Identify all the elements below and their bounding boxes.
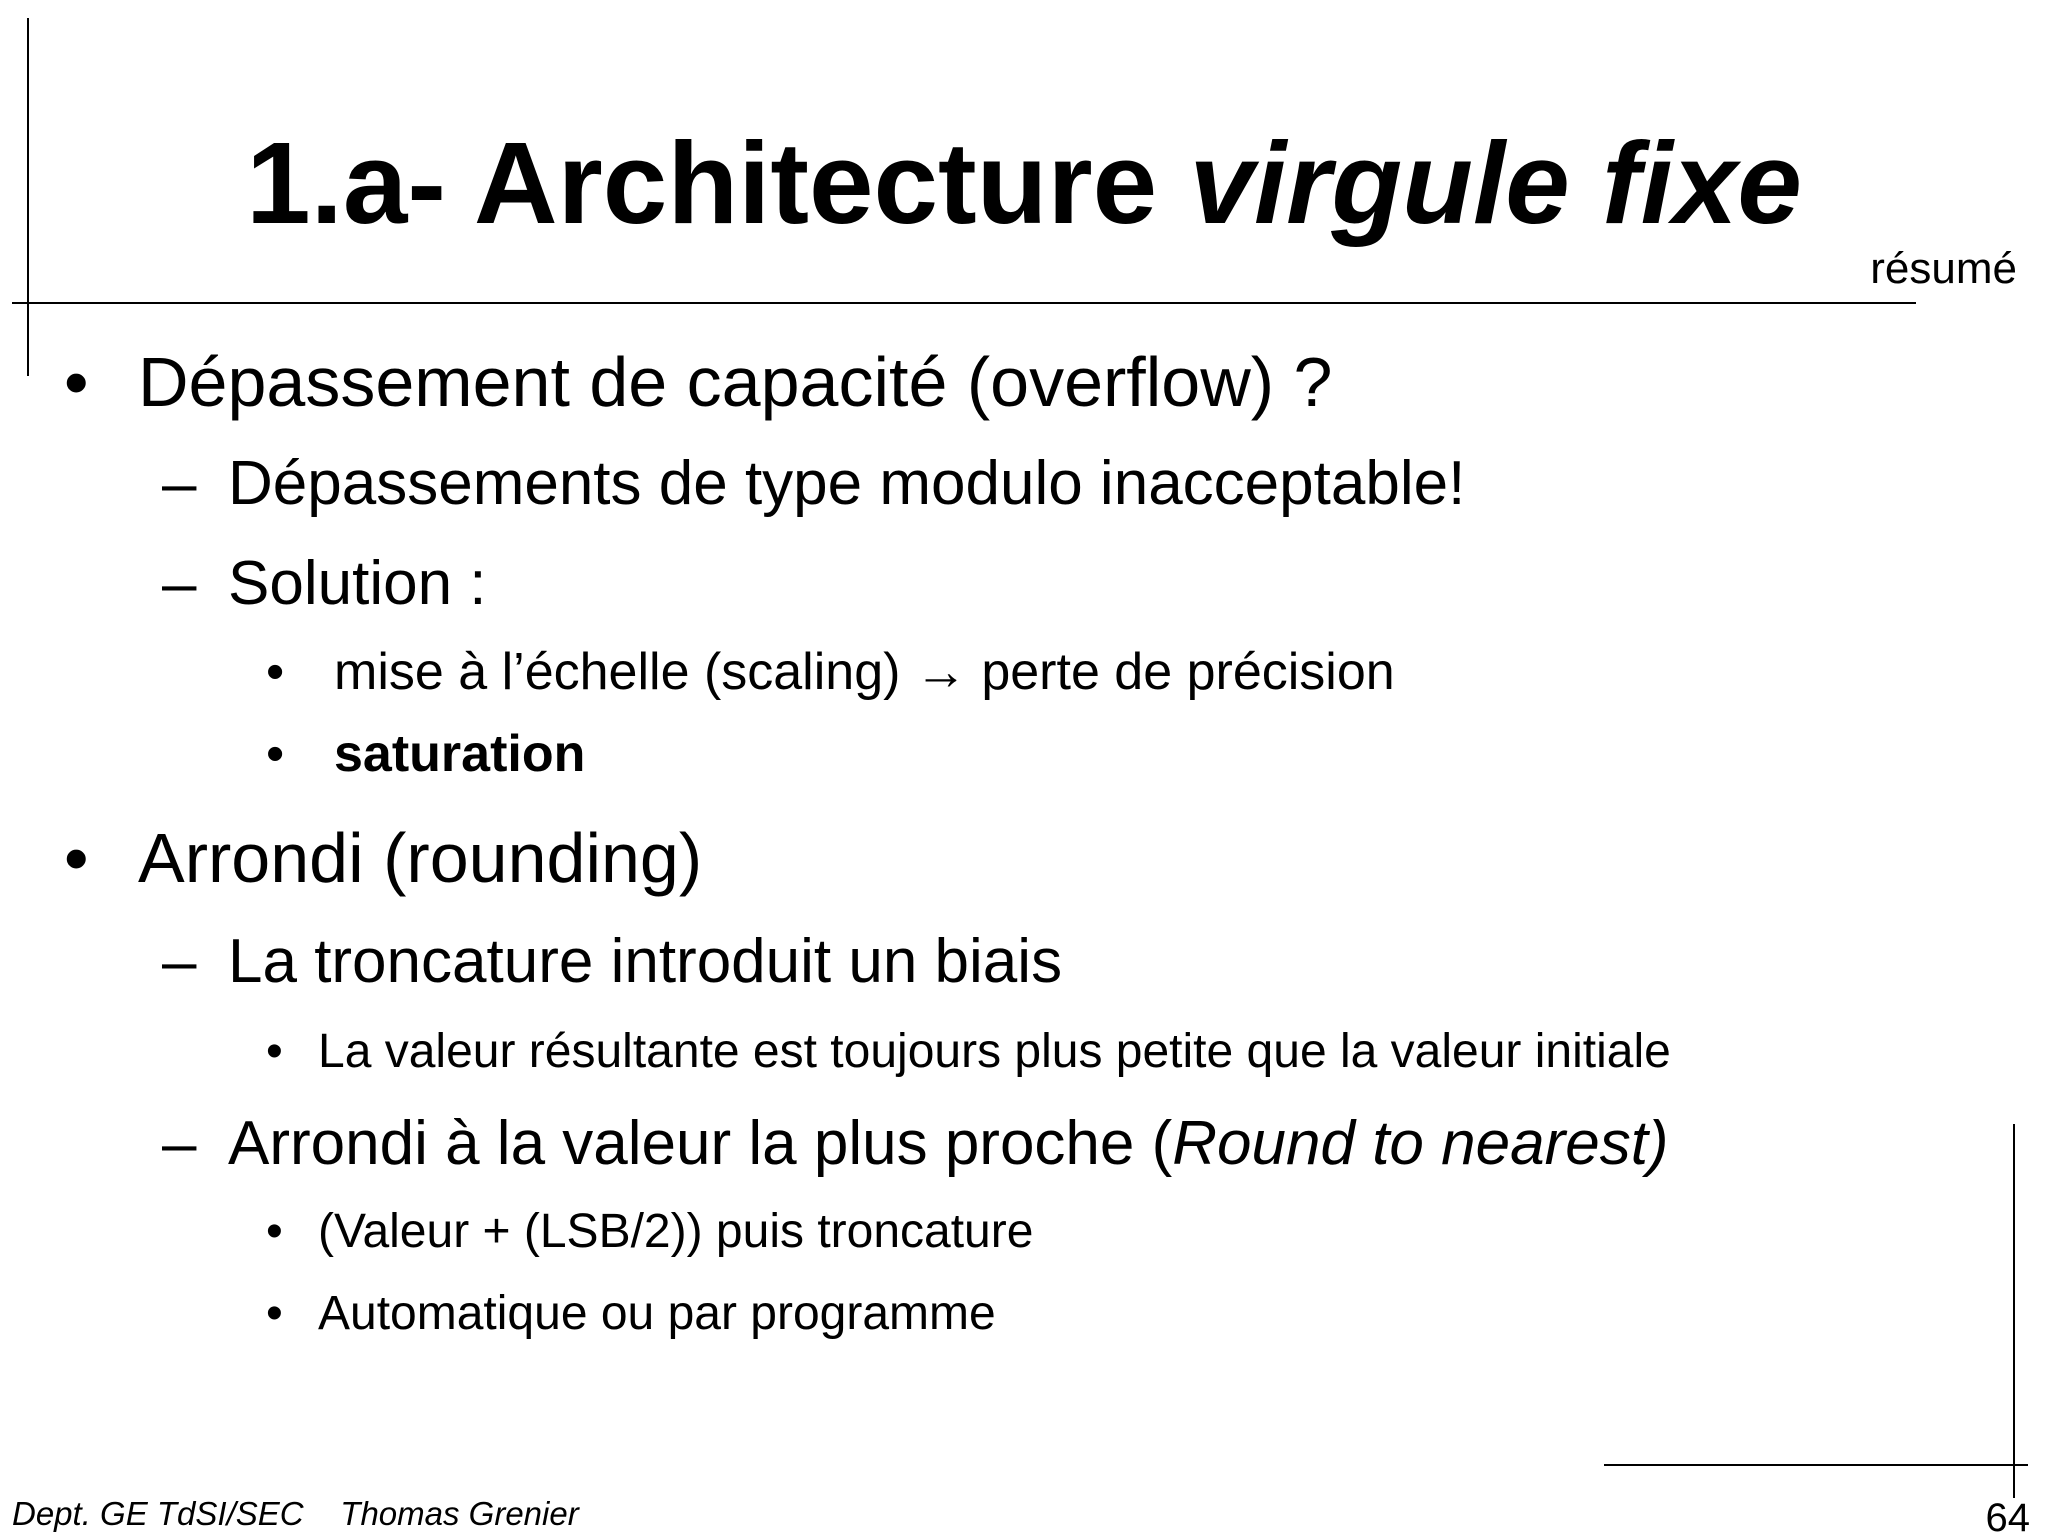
bullet-dot-icon: • bbox=[266, 1205, 283, 1258]
slide-title-italic: virgule fixe bbox=[1189, 118, 1802, 248]
page-number: 64 bbox=[1985, 1496, 2030, 1540]
slide-title bbox=[0, 118, 2048, 248]
bullet-text: Dépassement de capacité (overflow) ? bbox=[138, 343, 1333, 421]
bullet-dot-icon: • bbox=[266, 725, 285, 783]
footer-author: Thomas Grenier bbox=[340, 1495, 579, 1532]
dash-icon: – bbox=[162, 1109, 197, 1178]
round-nearest-english: Round to nearest) bbox=[1172, 1109, 1669, 1178]
bullet-dot-icon: • bbox=[64, 819, 89, 897]
dash-icon: – bbox=[162, 449, 197, 518]
dash-icon: – bbox=[162, 549, 197, 618]
round-nearest-text: Arrondi à la valeur la plus proche ( bbox=[228, 1109, 1173, 1178]
arrow-right-icon: → bbox=[914, 643, 967, 701]
sub-sub-bullet-text: Automatique ou par programme bbox=[318, 1287, 996, 1340]
footer-horizontal-rule bbox=[1604, 1464, 2028, 1466]
sub-sub-bullet-text: (Valeur + (LSB/2)) puis troncature bbox=[318, 1205, 1034, 1258]
sub-bullet-text: Solution : bbox=[228, 549, 487, 618]
sub-bullet-text bbox=[228, 1108, 1669, 1180]
bullet-dot-icon: • bbox=[266, 1287, 283, 1340]
sub-bullet-text: La troncature introduit un biais bbox=[228, 927, 1063, 996]
sub-bullet-text: Dépassements de type modulo inacceptable! bbox=[228, 449, 1466, 518]
sub-sub-bullet-text bbox=[334, 642, 1395, 702]
section-tag: résumé bbox=[1870, 244, 2017, 293]
scaling-text: mise à l’échelle (scaling) bbox=[334, 643, 915, 701]
header-horizontal-rule bbox=[12, 302, 1916, 304]
sub-sub-bullet-text: saturation bbox=[334, 725, 586, 783]
bullet-dot-icon: • bbox=[64, 343, 89, 421]
dash-icon: – bbox=[162, 927, 197, 996]
footer-dept: Dept. GE TdSI/SEC bbox=[12, 1495, 304, 1532]
bottom-right-vertical-rule bbox=[2013, 1124, 2015, 1498]
bullet-text: Arrondi (rounding) bbox=[138, 819, 703, 897]
sub-sub-bullet-text: La valeur résultante est toujours plus petite que la valeur initiale bbox=[318, 1025, 1671, 1078]
slide-title-main: 1.a- Architecture bbox=[246, 118, 1190, 248]
bullet-dot-icon: • bbox=[266, 643, 285, 701]
footer-credits bbox=[12, 1494, 579, 1534]
precision-loss-text: perte de précision bbox=[966, 643, 1395, 701]
bullet-dot-icon: • bbox=[266, 1025, 283, 1078]
